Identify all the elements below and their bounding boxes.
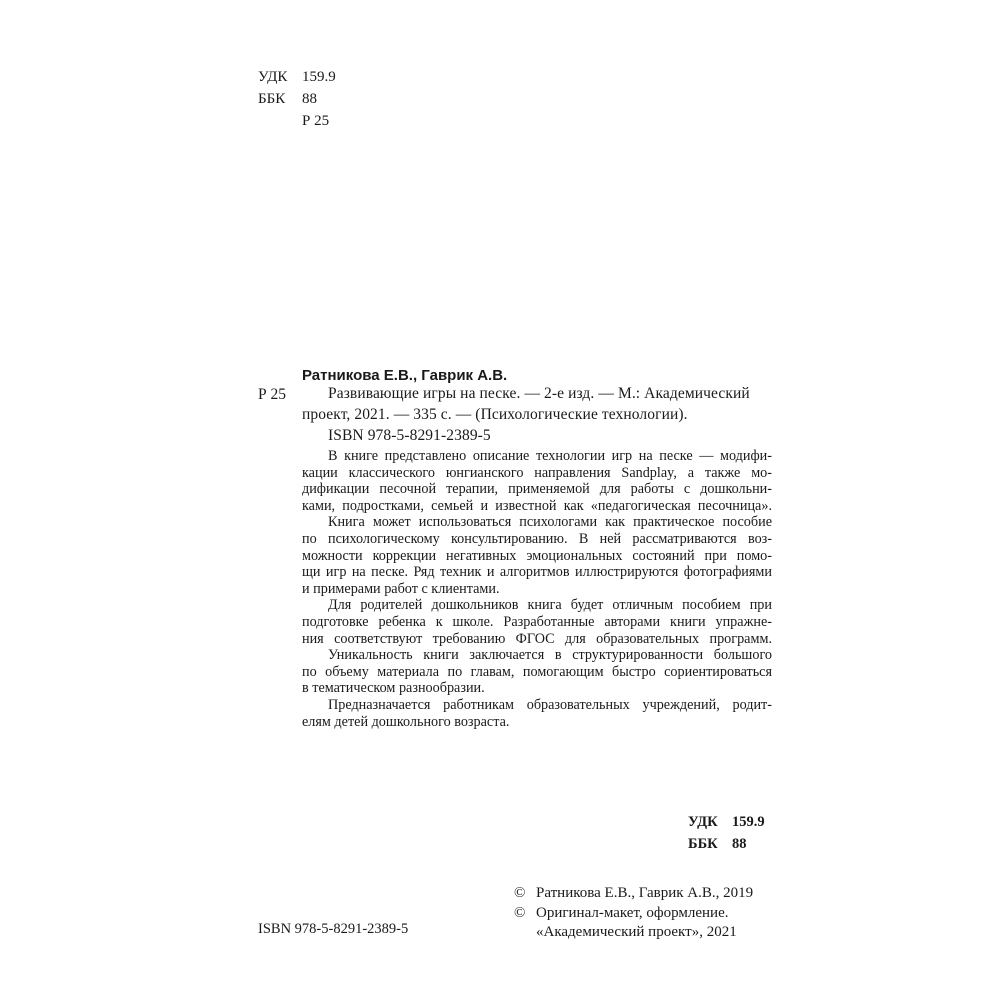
isbn-bottom: ISBN 978-5-8291-2389-5 (258, 921, 409, 937)
annotation-line: по объему материала по главам, помогающим быстро сориентироваться (302, 663, 772, 680)
annotation-line: дификации песочной терапии, применяемой для работы с дошкольни- (302, 481, 772, 498)
copyright-text-2: Оригинал-макет, оформление. (536, 904, 729, 921)
annotation-line: Предназначается работникам образовательных учреждений, родит- (328, 696, 772, 713)
bbk-value: 88 (302, 91, 317, 107)
annotation-line: кации классического юнгианского направления Sandplay, а также мо- (302, 464, 772, 481)
annotation-line: в тематическом разнообразии. (302, 680, 485, 697)
udk-label: УДК (258, 69, 288, 85)
authors: Ратникова Е.В., Гаврик А.В. (302, 367, 508, 384)
author-code: Р 25 (258, 386, 286, 403)
annotation-line: Для родителей дошкольников книга будет отличным пособием при (328, 597, 772, 614)
udk-row-bottom (688, 811, 765, 833)
annotation-line: Уникальность книги заключается в структурированности большого (328, 647, 772, 664)
title-line-2: проект, 2021. — 335 с. — (Психологические технологии). (302, 406, 688, 423)
annotation-line: ками, подростками, семьей и известной как «педагогическая песочница». (302, 497, 772, 514)
copyright-line-1 (514, 884, 753, 904)
annotation-line: щи игр на песке. Ряд техник и алгоритмов иллюстрируются фотографиями (302, 564, 772, 581)
copyright-text-1: Ратникова Е.В., Гаврик А.В., 2019 (536, 885, 754, 901)
udk-row (258, 66, 336, 88)
copyright-block (514, 884, 753, 943)
udk-value: 159.9 (302, 69, 336, 85)
annotation-line: Книга может использоваться психологами как практическое пособие (328, 514, 772, 531)
annotation-line: В книге представлено описание технологии игр на песке — модифи- (328, 448, 772, 464)
top-classification (258, 66, 336, 132)
bbk-label: ББК (258, 91, 286, 107)
copyright-symbol: © (514, 904, 526, 921)
udk-value-bottom: 159.9 (732, 814, 765, 830)
udk-label-bottom: УДК (688, 814, 718, 830)
annotation-line: можности коррекции негативных эмоциональных состояний при помо- (302, 547, 772, 564)
bbk-label-bottom: ББК (688, 836, 718, 852)
annotation-line: и примерами работ с клиентами. (302, 580, 500, 597)
bbk-row-bottom (688, 833, 765, 855)
bottom-classification (688, 811, 765, 855)
title-line-1: Развивающие игры на песке. — 2-е изд. — М.: Академический (328, 385, 750, 402)
bbk-value-bottom: 88 (732, 836, 747, 852)
author-code-row (258, 110, 336, 132)
copyright-symbol: © (514, 885, 526, 901)
copyright-line-3 (514, 923, 753, 943)
annotation-line: подготовке ребенка к школе. Разработанные авторами книги упражне- (302, 613, 772, 630)
annotation-line: елям детей дошкольного возраста. (302, 713, 510, 730)
copyright-text-3: «Академический проект», 2021 (536, 924, 737, 940)
copyright-line-2 (514, 904, 753, 924)
annotation (302, 448, 772, 730)
author-code-top: Р 25 (302, 113, 330, 129)
annotation-line: по психологическому консультированию. В ней рассматриваются воз- (302, 530, 772, 547)
isbn: ISBN 978-5-8291-2389-5 (328, 427, 491, 444)
annotation-line: ния соответствуют требованию ФГОС для образовательных программ. (302, 630, 772, 647)
bbk-row (258, 88, 336, 110)
